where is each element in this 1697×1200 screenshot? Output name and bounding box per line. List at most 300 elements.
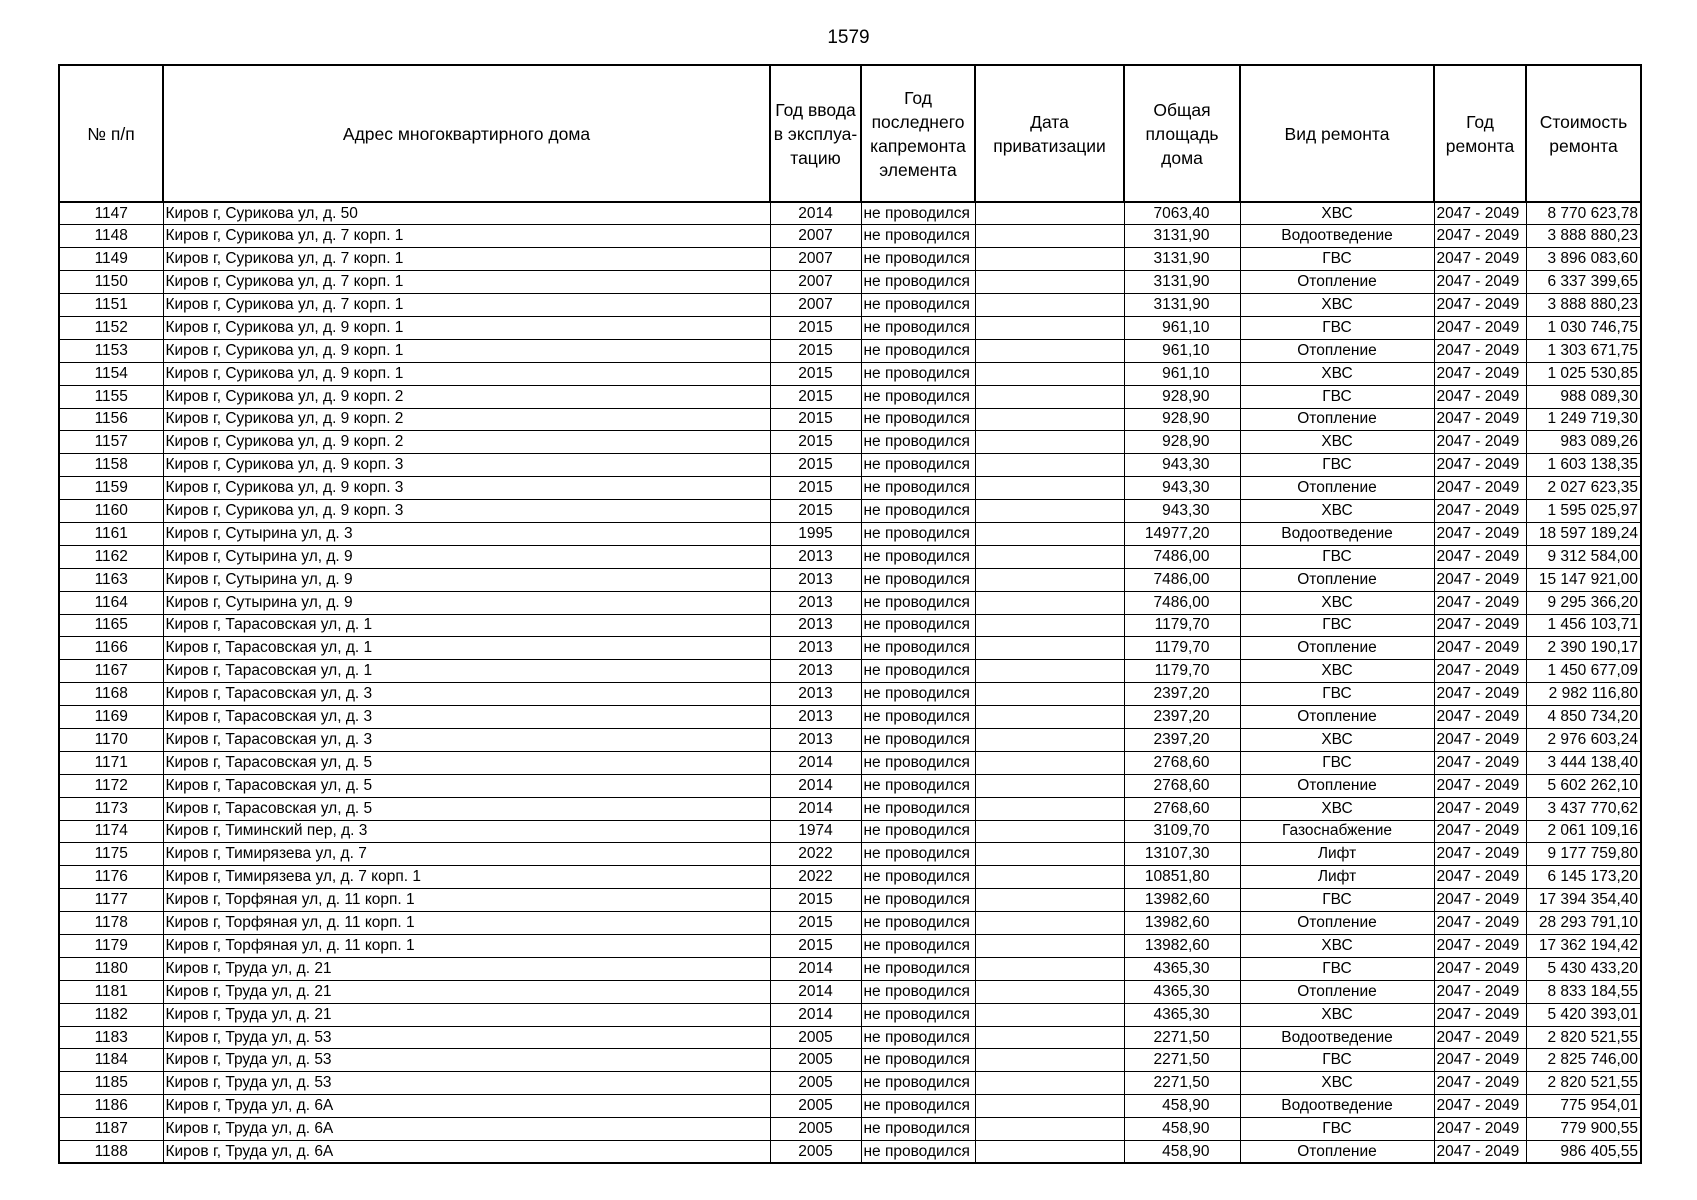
cell-repair-type: Водоотведение: [1240, 225, 1434, 248]
table-row: [59, 843, 1641, 866]
table-row: [59, 362, 1641, 385]
cell-privatization-date: [975, 225, 1124, 248]
cell-repair-period: 2047 - 2049: [1434, 431, 1526, 454]
cell-repair-cost: 2 390 190,17: [1526, 637, 1641, 660]
cell-last-repair: не проводился: [861, 1003, 975, 1026]
cell-last-repair: не проводился: [861, 637, 975, 660]
cell-repair-cost: 2 820 521,55: [1526, 1026, 1641, 1049]
cell-repair-type: ГВС: [1240, 614, 1434, 637]
table-row: [59, 271, 1641, 294]
cell-repair-type: ГВС: [1240, 683, 1434, 706]
cell-repair-cost: 1 249 719,30: [1526, 408, 1641, 431]
cell-commission-year: 2015: [770, 935, 861, 958]
cell-repair-type: Отопление: [1240, 408, 1434, 431]
cell-privatization-date: [975, 500, 1124, 523]
table-row: [59, 889, 1641, 912]
cell-address: Киров г, Сурикова ул, д. 7 корп. 1: [163, 294, 770, 317]
cell-repair-cost: 2 976 603,24: [1526, 728, 1641, 751]
cell-repair-cost: 5 420 393,01: [1526, 1003, 1641, 1026]
cell-total-area: 10851,80: [1124, 866, 1240, 889]
cell-last-repair: не проводился: [861, 522, 975, 545]
cell-total-area: 2397,20: [1124, 683, 1240, 706]
cell-repair-type: ГВС: [1240, 248, 1434, 271]
cell-row-number: 1182: [59, 1003, 163, 1026]
cell-total-area: 4365,30: [1124, 1003, 1240, 1026]
cell-last-repair: не проводился: [861, 431, 975, 454]
cell-privatization-date: [975, 271, 1124, 294]
cell-last-repair: не проводился: [861, 706, 975, 729]
cell-repair-type: ГВС: [1240, 1049, 1434, 1072]
cell-last-repair: не проводился: [861, 912, 975, 935]
cell-address: Киров г, Торфяная ул, д. 11 корп. 1: [163, 935, 770, 958]
cell-total-area: 13107,30: [1124, 843, 1240, 866]
cell-repair-cost: 2 820 521,55: [1526, 1072, 1641, 1095]
table-body: [59, 202, 1641, 1163]
page-number: 1579: [827, 27, 870, 48]
cell-commission-year: 2007: [770, 225, 861, 248]
cell-commission-year: 2005: [770, 1095, 861, 1118]
cell-last-repair: не проводился: [861, 1118, 975, 1141]
cell-address: Киров г, Тиминский пер, д. 3: [163, 820, 770, 843]
cell-repair-cost: 18 597 189,24: [1526, 522, 1641, 545]
cell-address: Киров г, Тарасовская ул, д. 1: [163, 637, 770, 660]
repair-registry-table: [58, 64, 1642, 1164]
cell-repair-cost: 9 295 366,20: [1526, 591, 1641, 614]
header-repair-cost: Стоимость ремонта: [1526, 65, 1641, 202]
cell-repair-cost: 17 362 194,42: [1526, 935, 1641, 958]
cell-repair-cost: 8 770 623,78: [1526, 202, 1641, 225]
cell-privatization-date: [975, 1141, 1124, 1164]
table-row: [59, 683, 1641, 706]
cell-repair-period: 2047 - 2049: [1434, 1049, 1526, 1072]
table-row: [59, 339, 1641, 362]
cell-repair-cost: 988 089,30: [1526, 385, 1641, 408]
cell-repair-cost: 779 900,55: [1526, 1118, 1641, 1141]
cell-row-number: 1148: [59, 225, 163, 248]
cell-last-repair: не проводился: [861, 408, 975, 431]
cell-row-number: 1180: [59, 957, 163, 980]
cell-total-area: 4365,30: [1124, 980, 1240, 1003]
cell-repair-period: 2047 - 2049: [1434, 820, 1526, 843]
cell-last-repair: не проводился: [861, 316, 975, 339]
cell-address: Киров г, Труда ул, д. 53: [163, 1049, 770, 1072]
cell-address: Киров г, Сурикова ул, д. 7 корп. 1: [163, 271, 770, 294]
cell-total-area: 13982,60: [1124, 935, 1240, 958]
cell-privatization-date: [975, 522, 1124, 545]
cell-row-number: 1178: [59, 912, 163, 935]
cell-row-number: 1173: [59, 797, 163, 820]
cell-commission-year: 2015: [770, 500, 861, 523]
table-row: [59, 454, 1641, 477]
cell-privatization-date: [975, 1003, 1124, 1026]
cell-repair-period: 2047 - 2049: [1434, 637, 1526, 660]
cell-privatization-date: [975, 751, 1124, 774]
cell-address: Киров г, Тарасовская ул, д. 1: [163, 614, 770, 637]
cell-commission-year: 2007: [770, 294, 861, 317]
table-row: [59, 225, 1641, 248]
cell-repair-cost: 1 303 671,75: [1526, 339, 1641, 362]
cell-total-area: 2271,50: [1124, 1026, 1240, 1049]
cell-repair-cost: 6 145 173,20: [1526, 866, 1641, 889]
cell-address: Киров г, Тарасовская ул, д. 3: [163, 683, 770, 706]
cell-privatization-date: [975, 408, 1124, 431]
cell-commission-year: 2005: [770, 1049, 861, 1072]
cell-address: Киров г, Сурикова ул, д. 7 корп. 1: [163, 225, 770, 248]
cell-repair-period: 2047 - 2049: [1434, 1003, 1526, 1026]
cell-repair-period: 2047 - 2049: [1434, 1095, 1526, 1118]
cell-repair-period: 2047 - 2049: [1434, 1072, 1526, 1095]
cell-repair-type: Отопление: [1240, 568, 1434, 591]
cell-last-repair: не проводился: [861, 591, 975, 614]
table-row: [59, 614, 1641, 637]
cell-repair-cost: 775 954,01: [1526, 1095, 1641, 1118]
cell-row-number: 1169: [59, 706, 163, 729]
cell-commission-year: 2013: [770, 683, 861, 706]
cell-last-repair: не проводился: [861, 202, 975, 225]
cell-total-area: 961,10: [1124, 362, 1240, 385]
cell-repair-type: Отопление: [1240, 339, 1434, 362]
cell-repair-cost: 3 437 770,62: [1526, 797, 1641, 820]
cell-last-repair: не проводился: [861, 248, 975, 271]
cell-repair-type: Отопление: [1240, 477, 1434, 500]
cell-commission-year: 2015: [770, 385, 861, 408]
cell-repair-cost: 1 030 746,75: [1526, 316, 1641, 339]
cell-row-number: 1172: [59, 774, 163, 797]
cell-repair-period: 2047 - 2049: [1434, 568, 1526, 591]
cell-privatization-date: [975, 431, 1124, 454]
cell-privatization-date: [975, 820, 1124, 843]
cell-total-area: 3131,90: [1124, 225, 1240, 248]
cell-commission-year: 2015: [770, 912, 861, 935]
cell-total-area: 458,90: [1124, 1118, 1240, 1141]
cell-privatization-date: [975, 935, 1124, 958]
table-row: [59, 660, 1641, 683]
header-privatization-date: Дата приватизации: [975, 65, 1124, 202]
table-row: [59, 591, 1641, 614]
cell-repair-period: 2047 - 2049: [1434, 225, 1526, 248]
cell-repair-type: ГВС: [1240, 889, 1434, 912]
cell-address: Киров г, Сурикова ул, д. 7 корп. 1: [163, 248, 770, 271]
cell-address: Киров г, Сурикова ул, д. 9 корп. 2: [163, 408, 770, 431]
cell-row-number: 1168: [59, 683, 163, 706]
cell-row-number: 1147: [59, 202, 163, 225]
cell-address: Киров г, Тарасовская ул, д. 1: [163, 660, 770, 683]
cell-last-repair: не проводился: [861, 660, 975, 683]
cell-privatization-date: [975, 706, 1124, 729]
cell-repair-period: 2047 - 2049: [1434, 202, 1526, 225]
cell-last-repair: не проводился: [861, 820, 975, 843]
cell-repair-period: 2047 - 2049: [1434, 339, 1526, 362]
cell-repair-type: Отопление: [1240, 912, 1434, 935]
cell-repair-cost: 9 312 584,00: [1526, 545, 1641, 568]
table-row: [59, 500, 1641, 523]
cell-privatization-date: [975, 385, 1124, 408]
table-row: [59, 248, 1641, 271]
cell-repair-cost: 3 896 083,60: [1526, 248, 1641, 271]
cell-total-area: 928,90: [1124, 385, 1240, 408]
cell-privatization-date: [975, 339, 1124, 362]
cell-row-number: 1149: [59, 248, 163, 271]
cell-repair-cost: 1 595 025,97: [1526, 500, 1641, 523]
cell-repair-period: 2047 - 2049: [1434, 751, 1526, 774]
cell-privatization-date: [975, 889, 1124, 912]
table-row: [59, 1095, 1641, 1118]
cell-last-repair: не проводился: [861, 980, 975, 1003]
cell-repair-cost: 4 850 734,20: [1526, 706, 1641, 729]
cell-repair-type: Отопление: [1240, 1141, 1434, 1164]
cell-address: Киров г, Труда ул, д. 6А: [163, 1141, 770, 1164]
cell-commission-year: 2013: [770, 591, 861, 614]
cell-privatization-date: [975, 1118, 1124, 1141]
cell-repair-period: 2047 - 2049: [1434, 1141, 1526, 1164]
cell-repair-type: Отопление: [1240, 271, 1434, 294]
cell-repair-cost: 6 337 399,65: [1526, 271, 1641, 294]
cell-address: Киров г, Труда ул, д. 6А: [163, 1118, 770, 1141]
cell-last-repair: не проводился: [861, 843, 975, 866]
cell-last-repair: не проводился: [861, 1049, 975, 1072]
cell-row-number: 1181: [59, 980, 163, 1003]
cell-repair-type: Отопление: [1240, 637, 1434, 660]
cell-repair-type: Отопление: [1240, 980, 1434, 1003]
cell-repair-period: 2047 - 2049: [1434, 866, 1526, 889]
cell-row-number: 1151: [59, 294, 163, 317]
cell-repair-cost: 28 293 791,10: [1526, 912, 1641, 935]
cell-address: Киров г, Тарасовская ул, д. 5: [163, 774, 770, 797]
cell-address: Киров г, Труда ул, д. 53: [163, 1072, 770, 1095]
cell-last-repair: не проводился: [861, 866, 975, 889]
cell-commission-year: 2015: [770, 362, 861, 385]
cell-commission-year: 2013: [770, 706, 861, 729]
cell-repair-cost: 5 430 433,20: [1526, 957, 1641, 980]
cell-row-number: 1160: [59, 500, 163, 523]
cell-address: Киров г, Труда ул, д. 21: [163, 957, 770, 980]
cell-row-number: 1171: [59, 751, 163, 774]
table-row: [59, 202, 1641, 225]
cell-repair-cost: 9 177 759,80: [1526, 843, 1641, 866]
cell-repair-cost: 1 450 677,09: [1526, 660, 1641, 683]
header-repair-type: Вид ремонта: [1240, 65, 1434, 202]
cell-repair-cost: 1 603 138,35: [1526, 454, 1641, 477]
cell-last-repair: не проводился: [861, 500, 975, 523]
cell-total-area: 943,30: [1124, 477, 1240, 500]
cell-repair-cost: 17 394 354,40: [1526, 889, 1641, 912]
cell-repair-period: 2047 - 2049: [1434, 591, 1526, 614]
cell-privatization-date: [975, 637, 1124, 660]
table-row: [59, 980, 1641, 1003]
cell-address: Киров г, Сурикова ул, д. 9 корп. 2: [163, 385, 770, 408]
cell-row-number: 1164: [59, 591, 163, 614]
cell-row-number: 1187: [59, 1118, 163, 1141]
cell-total-area: 2768,60: [1124, 774, 1240, 797]
table-row: [59, 294, 1641, 317]
cell-privatization-date: [975, 980, 1124, 1003]
cell-last-repair: не проводился: [861, 1141, 975, 1164]
cell-commission-year: 2013: [770, 568, 861, 591]
cell-row-number: 1165: [59, 614, 163, 637]
table-row: [59, 568, 1641, 591]
table-row: [59, 408, 1641, 431]
cell-total-area: 2271,50: [1124, 1049, 1240, 1072]
table-header-row: [59, 65, 1641, 202]
cell-address: Киров г, Сурикова ул, д. 9 корп. 2: [163, 431, 770, 454]
cell-repair-period: 2047 - 2049: [1434, 408, 1526, 431]
cell-commission-year: 2015: [770, 454, 861, 477]
header-row-number: № п/п: [59, 65, 163, 202]
cell-repair-period: 2047 - 2049: [1434, 980, 1526, 1003]
table-row: [59, 706, 1641, 729]
cell-total-area: 1179,70: [1124, 660, 1240, 683]
cell-privatization-date: [975, 614, 1124, 637]
cell-address: Киров г, Сурикова ул, д. 9 корп. 1: [163, 316, 770, 339]
cell-repair-type: Водоотведение: [1240, 522, 1434, 545]
cell-privatization-date: [975, 843, 1124, 866]
cell-repair-cost: 1 025 530,85: [1526, 362, 1641, 385]
cell-total-area: 7486,00: [1124, 568, 1240, 591]
cell-total-area: 7063,40: [1124, 202, 1240, 225]
cell-commission-year: 2015: [770, 889, 861, 912]
cell-address: Киров г, Труда ул, д. 6А: [163, 1095, 770, 1118]
cell-repair-type: ХВС: [1240, 1072, 1434, 1095]
cell-address: Киров г, Сурикова ул, д. 50: [163, 202, 770, 225]
cell-row-number: 1174: [59, 820, 163, 843]
cell-commission-year: 2013: [770, 637, 861, 660]
cell-row-number: 1155: [59, 385, 163, 408]
cell-privatization-date: [975, 957, 1124, 980]
cell-repair-type: ГВС: [1240, 751, 1434, 774]
cell-total-area: 13982,60: [1124, 889, 1240, 912]
cell-address: Киров г, Тимирязева ул, д. 7 корп. 1: [163, 866, 770, 889]
cell-address: Киров г, Сурикова ул, д. 9 корп. 3: [163, 500, 770, 523]
cell-privatization-date: [975, 591, 1124, 614]
cell-last-repair: не проводился: [861, 271, 975, 294]
cell-address: Киров г, Труда ул, д. 53: [163, 1026, 770, 1049]
cell-commission-year: 2013: [770, 614, 861, 637]
cell-repair-period: 2047 - 2049: [1434, 843, 1526, 866]
table-row: [59, 1049, 1641, 1072]
cell-commission-year: 2005: [770, 1141, 861, 1164]
cell-privatization-date: [975, 774, 1124, 797]
cell-commission-year: 2015: [770, 408, 861, 431]
cell-commission-year: 1995: [770, 522, 861, 545]
table-row: [59, 820, 1641, 843]
cell-repair-type: ХВС: [1240, 1003, 1434, 1026]
cell-commission-year: 2022: [770, 843, 861, 866]
cell-commission-year: 2014: [770, 1003, 861, 1026]
table-row: [59, 1141, 1641, 1164]
cell-commission-year: 2014: [770, 751, 861, 774]
cell-row-number: 1157: [59, 431, 163, 454]
cell-last-repair: не проводился: [861, 1026, 975, 1049]
cell-last-repair: не проводился: [861, 728, 975, 751]
cell-privatization-date: [975, 568, 1124, 591]
cell-repair-type: ГВС: [1240, 957, 1434, 980]
cell-commission-year: 2015: [770, 431, 861, 454]
cell-row-number: 1175: [59, 843, 163, 866]
cell-repair-type: Отопление: [1240, 774, 1434, 797]
cell-commission-year: 2007: [770, 248, 861, 271]
cell-total-area: 2397,20: [1124, 728, 1240, 751]
cell-repair-period: 2047 - 2049: [1434, 545, 1526, 568]
cell-commission-year: 2013: [770, 545, 861, 568]
cell-repair-period: 2047 - 2049: [1434, 774, 1526, 797]
cell-last-repair: не проводился: [861, 957, 975, 980]
cell-address: Киров г, Сурикова ул, д. 9 корп. 1: [163, 339, 770, 362]
cell-row-number: 1179: [59, 935, 163, 958]
cell-repair-period: 2047 - 2049: [1434, 271, 1526, 294]
cell-privatization-date: [975, 728, 1124, 751]
cell-total-area: 2397,20: [1124, 706, 1240, 729]
cell-repair-type: Водоотведение: [1240, 1026, 1434, 1049]
cell-repair-type: ХВС: [1240, 431, 1434, 454]
cell-last-repair: не проводился: [861, 545, 975, 568]
cell-address: Киров г, Сутырина ул, д. 9: [163, 545, 770, 568]
cell-last-repair: не проводился: [861, 294, 975, 317]
cell-repair-cost: 8 833 184,55: [1526, 980, 1641, 1003]
cell-row-number: 1185: [59, 1072, 163, 1095]
cell-repair-type: ХВС: [1240, 660, 1434, 683]
header-total-area: Общая площадь дома: [1124, 65, 1240, 202]
cell-last-repair: не проводился: [861, 683, 975, 706]
cell-privatization-date: [975, 316, 1124, 339]
table-row: [59, 385, 1641, 408]
cell-address: Киров г, Сутырина ул, д. 9: [163, 591, 770, 614]
cell-repair-type: ХВС: [1240, 362, 1434, 385]
cell-last-repair: не проводился: [861, 568, 975, 591]
table-row: [59, 637, 1641, 660]
cell-total-area: 3109,70: [1124, 820, 1240, 843]
cell-repair-period: 2047 - 2049: [1434, 683, 1526, 706]
cell-repair-period: 2047 - 2049: [1434, 935, 1526, 958]
cell-repair-type: Лифт: [1240, 843, 1434, 866]
cell-last-repair: не проводился: [861, 797, 975, 820]
cell-last-repair: не проводился: [861, 385, 975, 408]
cell-row-number: 1153: [59, 339, 163, 362]
table-row: [59, 1118, 1641, 1141]
cell-total-area: 458,90: [1124, 1095, 1240, 1118]
cell-repair-type: ГВС: [1240, 454, 1434, 477]
cell-privatization-date: [975, 683, 1124, 706]
cell-repair-period: 2047 - 2049: [1434, 1118, 1526, 1141]
cell-repair-cost: 2 061 109,16: [1526, 820, 1641, 843]
cell-row-number: 1166: [59, 637, 163, 660]
cell-total-area: 943,30: [1124, 500, 1240, 523]
cell-total-area: 2271,50: [1124, 1072, 1240, 1095]
cell-commission-year: 2005: [770, 1118, 861, 1141]
cell-total-area: 961,10: [1124, 316, 1240, 339]
cell-privatization-date: [975, 797, 1124, 820]
cell-privatization-date: [975, 248, 1124, 271]
cell-commission-year: 2014: [770, 202, 861, 225]
table-row: [59, 957, 1641, 980]
cell-total-area: 14977,20: [1124, 522, 1240, 545]
cell-total-area: 928,90: [1124, 408, 1240, 431]
cell-privatization-date: [975, 660, 1124, 683]
table-row: [59, 545, 1641, 568]
cell-privatization-date: [975, 294, 1124, 317]
cell-repair-cost: 1 456 103,71: [1526, 614, 1641, 637]
cell-commission-year: 2005: [770, 1026, 861, 1049]
cell-total-area: 458,90: [1124, 1141, 1240, 1164]
cell-row-number: 1183: [59, 1026, 163, 1049]
table-row: [59, 728, 1641, 751]
cell-repair-cost: 2 982 116,80: [1526, 683, 1641, 706]
cell-privatization-date: [975, 202, 1124, 225]
cell-address: Киров г, Торфяная ул, д. 11 корп. 1: [163, 912, 770, 935]
cell-last-repair: не проводился: [861, 454, 975, 477]
cell-privatization-date: [975, 912, 1124, 935]
cell-total-area: 2768,60: [1124, 797, 1240, 820]
table-row: [59, 912, 1641, 935]
